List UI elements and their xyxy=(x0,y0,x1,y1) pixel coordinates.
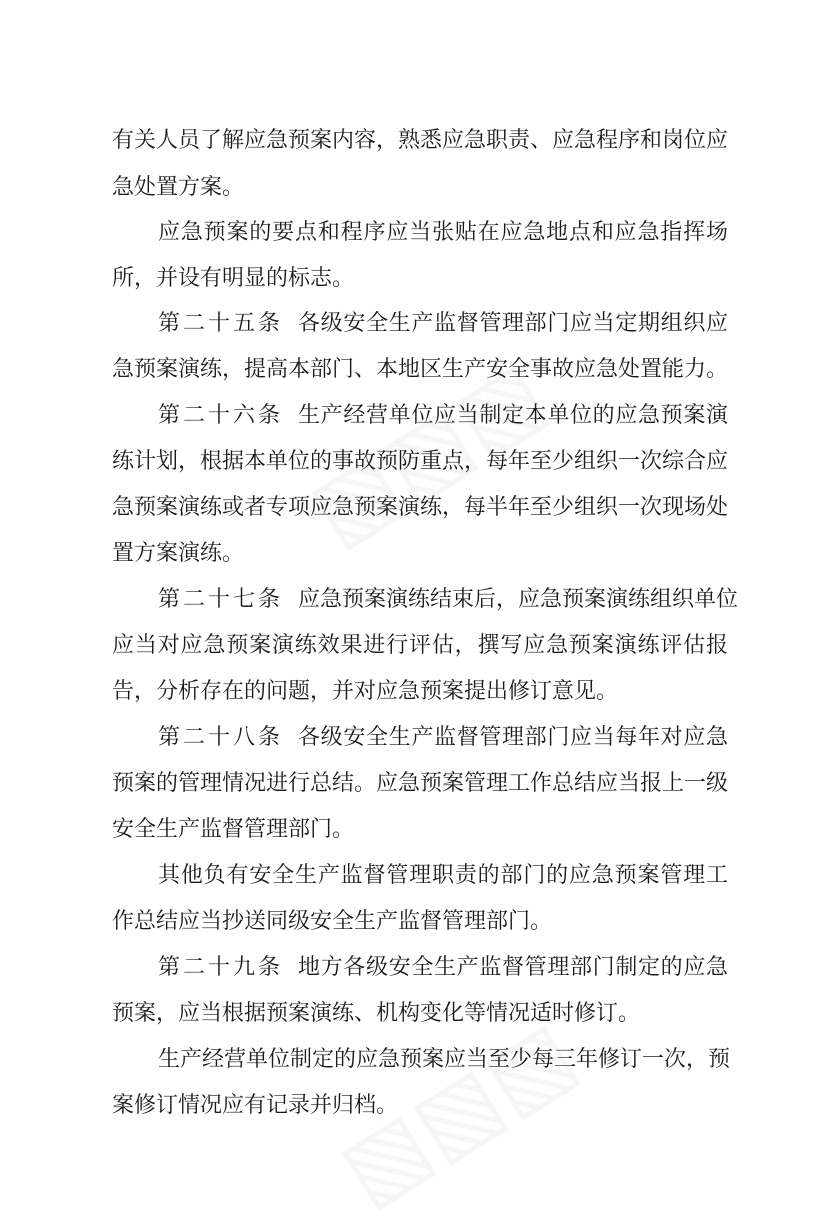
paragraph-line xyxy=(0,347,830,393)
paragraph-line xyxy=(0,623,830,669)
paragraph-line xyxy=(0,1037,830,1083)
paragraph-text: 所，并设有明显的标志。 xyxy=(112,266,355,291)
paragraph-text: 置方案演练。 xyxy=(112,541,245,566)
paragraph-text: 练计划，根据本单位的事故预防重点，每年至少组织一次综合应 xyxy=(112,449,729,474)
paragraph-text: 生产经营单位应当制定本单位的应急预案演 xyxy=(298,403,728,428)
article-number: 第二十八条 xyxy=(158,725,284,750)
paragraph-line xyxy=(0,301,830,347)
paragraph-text: 应急预案演练结束后，应急预案演练组织单位 xyxy=(298,587,739,612)
article-number: 第二十九条 xyxy=(158,955,284,980)
paragraph-text: 急处置方案。 xyxy=(112,175,245,200)
paragraph-text: 其他负有安全生产监督管理职责的部门的应急预案管理工 xyxy=(158,863,728,888)
paragraph-text: 地方各级安全生产监督管理部门制定的应急 xyxy=(298,955,728,980)
paragraph-line xyxy=(0,991,830,1037)
paragraph-text: 各级安全生产监督管理部门应当每年对应急 xyxy=(298,725,728,750)
paragraph-line xyxy=(0,577,830,623)
paragraph-text: 有关人员了解应急预案内容，熟悉应急职责、应急程序和岗位应 xyxy=(112,128,729,153)
paragraph-line xyxy=(0,899,830,945)
article-number: 第二十七条 xyxy=(158,587,284,612)
paragraph-text: 作总结应当抄送同级安全生产监督管理部门。 xyxy=(112,909,553,934)
paragraph-line xyxy=(0,256,830,302)
paragraph-line xyxy=(0,485,830,531)
paragraph-text: 告，分析存在的问题，并对应急预案提出修订意见。 xyxy=(112,679,619,704)
paragraph-line xyxy=(0,945,830,991)
paragraph-text: 预案，应当根据预案演练、机构变化等情况适时修订。 xyxy=(112,1001,641,1026)
article-number: 第二十六条 xyxy=(158,403,284,428)
paragraph-line xyxy=(0,761,830,807)
paragraph-line xyxy=(0,807,830,853)
paragraph-text: 预案的管理情况进行总结。应急预案管理工作总结应当报上一级 xyxy=(112,771,729,796)
paragraph-text: 应急预案的要点和程序应当张贴在应急地点和应急指挥场 xyxy=(158,220,728,245)
paragraph-text: 急预案演练，提高本部门、本地区生产安全事故应急处置能力。 xyxy=(112,357,729,382)
paragraph-line xyxy=(0,1083,830,1129)
paragraph-line xyxy=(0,165,830,211)
paragraph-line xyxy=(0,531,830,577)
paragraph-line xyxy=(0,715,830,761)
paragraph-line xyxy=(0,393,830,439)
paragraph-line xyxy=(0,210,830,256)
paragraph-line xyxy=(0,118,830,164)
paragraph-line xyxy=(0,439,830,485)
paragraph-text: 案修订情况应有记录并归档。 xyxy=(112,1093,399,1118)
paragraph-line xyxy=(0,853,830,899)
paragraph-text: 安全生产监督管理部门。 xyxy=(112,817,355,842)
article-number: 第二十五条 xyxy=(158,311,284,336)
paragraph-text: 生产经营单位制定的应急预案应当至少每三年修订一次，预 xyxy=(158,1047,731,1072)
paragraph-line xyxy=(0,669,830,715)
paragraph-text: 各级安全生产监督管理部门应当定期组织应 xyxy=(298,311,728,336)
paragraph-text: 急预案演练或者专项应急预案演练，每半年至少组织一次现场处 xyxy=(112,495,729,520)
paragraph-text: 应当对应急预案演练效果进行评估，撰写应急预案演练评估报 xyxy=(112,633,728,658)
